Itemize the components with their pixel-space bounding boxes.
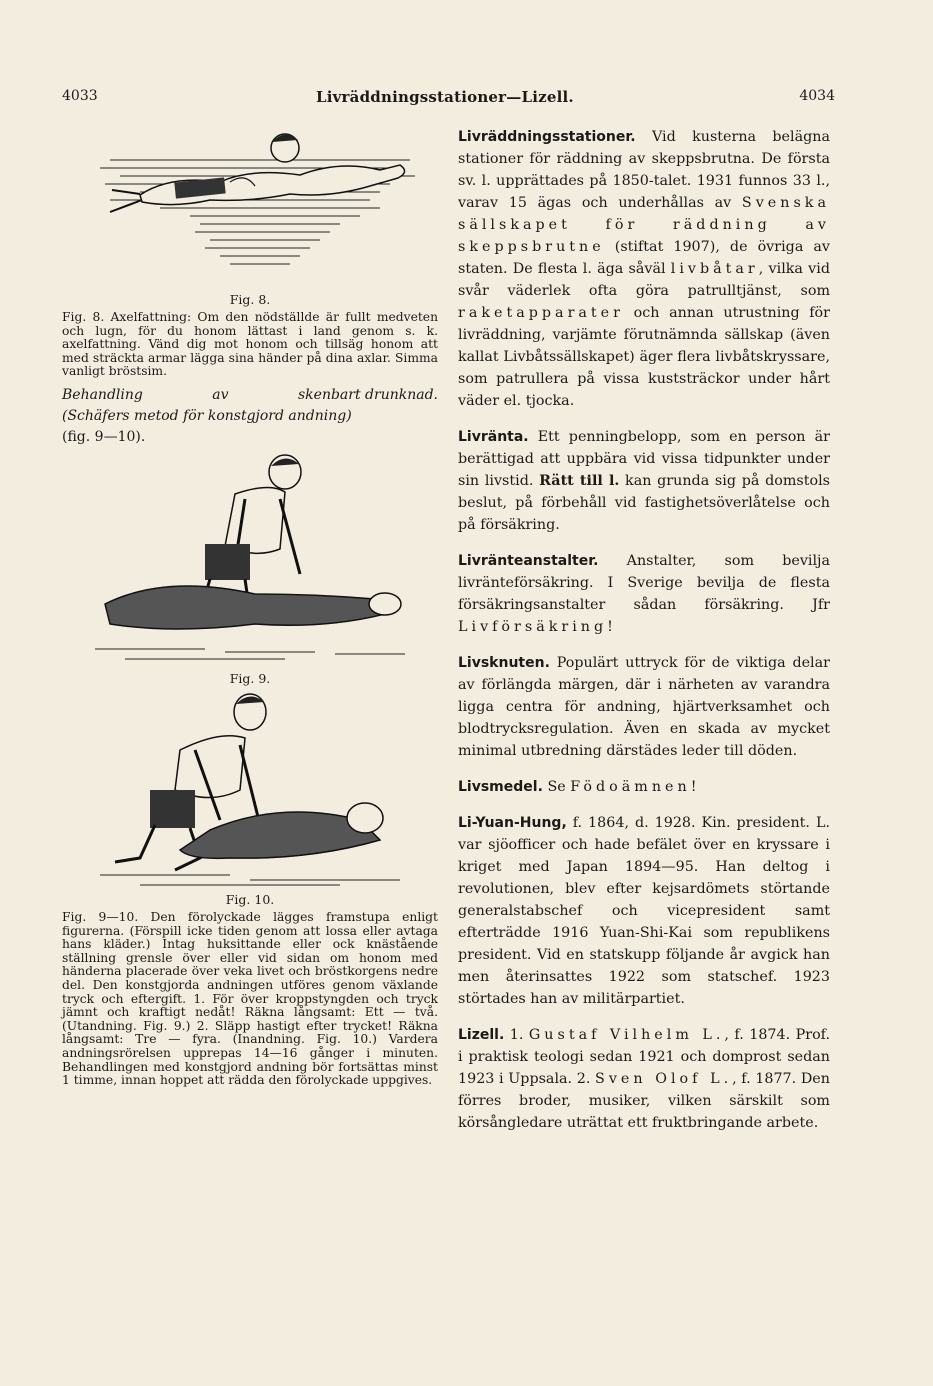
entry-livraddningsstationer: Livräddningsstationer. Vid kusterna belägna stationer för räddning av skeppsbrutna. De första sv. l. upprättades på 1850-talet. 1931 funnos 33 l., varav 15 ägas och underhållas av Svenska sällskapet för räddning av skeppsbrutne (stiftat 1907), de övriga av staten. De flesta l. äga såväl livbåtar, vilka vid svår väderlek ofta göra patrulltjänst, som raketapparater och annan utrustning för livräddning, varjämte förutnämnda sällskap (även kallat Livbåtssällskapet) äger flera livbåtskryssare, som patrullera på vissa kuststräckor under hårt väder el. tjocka. [458,129,830,409]
entry-livranta: Livränta. Ett penningbelopp, som en person är berättigad att uppbära vid vissa tidpunkter under sin livstid. Rätt till l. kan grunda sig på domstols beslut, på förbehåll vid fastighetsöverlåtelse och på försäkring. [458,429,830,533]
fig9-label: Fig. 9. [229,670,271,686]
entry-headword: Lizell. [458,1027,505,1043]
fig10-resuscitation-illustration [80,690,420,890]
fig8-caption: Fig. 8. Axelfattning: Om den nödställde är fullt medveten och lugn, för du honom lättast i land genom s. k. axelfattning. Vänd dig mot honom och tillsäg honom att med sträckta armar lägga sina händer på dina axlar. Simma vanligt bröstsim. [62,310,438,379]
fig10-label: Fig. 10. [225,891,275,907]
heading-figref: (fig. 9—10). [62,428,146,445]
entry-headword: Li-Yuan-Hung, [458,815,567,831]
heading-word-av: av [212,386,229,403]
entry-headword: Livränteanstalter. [458,553,599,569]
fig9-resuscitation-illustration [85,454,415,669]
entry-lizell: Lizell. 1. Gustaf Vilhelm L., f. 1874. Prof. i praktisk teologi sedan 1921 och domprost sedan 1923 i Uppsala. 2. Sven Olof L., f. 1877. Den förres broder, musiker, vilken särskilt som körsångledare uträttat ett fruktbringande arbete. [458,1027,831,1131]
entry-livranteanstalter: Livränteanstalter. Anstalter, som bevilja livränteförsäkring. I Sverige bevilja de flesta försäkringsanstalter sådan försäkring. Jfr Livförsäkring! [458,553,830,635]
entry-headword: Livräddningsstationer. [458,129,636,145]
fig8-swimmer-illustration [80,120,420,290]
entry-headword: Livränta. [458,429,529,445]
entry-headword: Livsknuten. [458,655,550,671]
section-heading-resuscitation [62,385,438,448]
running-head: Livräddningsstationer—Lizell. [316,88,574,106]
fig8-label: Fig. 8. [229,292,271,307]
right-column [458,126,830,1148]
left-column [62,120,438,1088]
entry-headword: Livsmedel. [458,779,543,795]
entry-livsmedel: Livsmedel. Se Födoämnen! [458,779,697,795]
page-number-left: 4033 [62,88,98,104]
heading-word-skenbart: skenbart drunknad. [298,386,438,403]
fig910-caption: Fig. 9—10. Den förolyckade lägges framstupa enligt figurerna. (Förspill icke tiden genom att lossa eller avtaga hans kläder.) Intag huksittande eller ock knästående ställning grensle över eller vid sidan om honom med händerna placerade över veka livet och bröstkorgens nedre del. Den konstgjorda andningen utföres genom växlande tryck och eftergift. 1. För över kroppstyngden och tryck jämnt och kraftigt nedåt! Räkna långsamt: Ett — två. (Utandning. Fig. 9.) 2. Släpp hastigt efter trycket! Räkna långsamt: Tre — fyra. (Inandning. Fig. 10.) Vardera andningsrörelsen upprepas 14—16 gånger i minuten. Behandlingen med konstgjord andning bör fortsättas minst 1 timme, innan hoppet att rädda den förolyckade uppgives. [62,909,438,1088]
heading-method: (Schäfers metod för konstgjord andning) [62,407,352,424]
entry-livsknuten: Livsknuten. Populärt uttryck för de viktiga delar av förlängda märgen, där i närheten av varandra ligga centra för andning, hjärtverksamhet och blodtrycksregulation. Även en skada av mycket minimal utbredning därstädes leder till döden. [458,655,830,759]
heading-word-behandling: Behandling [62,386,143,403]
page-number-right: 4034 [799,88,835,104]
entry-li-yuan-hung: Li-Yuan-Hung, f. 1864, d. 1928. Kin. president. L. var sjöofficer och hade befälet över en kryssare i kriget med Japan 1894—95. Han deltog i revolutionen, blev efter kejsardömets störtande generalstabschef och vicepresident samt efterträdde 1916 Yuan-Shi-Kai som republikens president. Vid en statskupp följande år avgick han men återinsattes 1922 som statschef. 1923 störtades han av militärpartiet. [458,815,830,1007]
